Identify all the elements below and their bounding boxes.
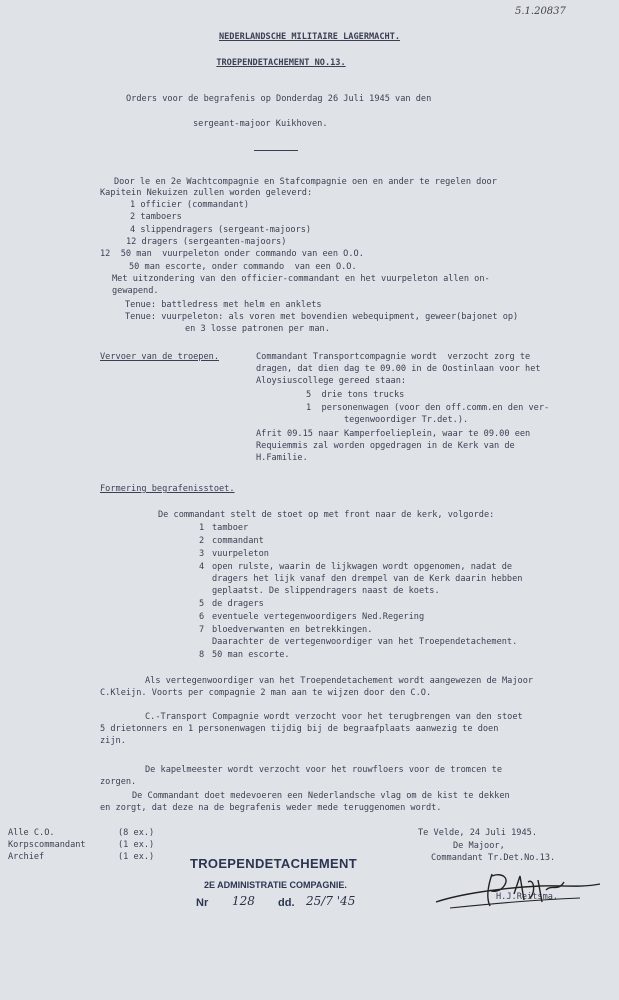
vervoer-line: Aloysiuscollege gereed staan:	[256, 376, 407, 386]
stamp-dd-value: 25/7 '45	[306, 894, 356, 908]
intro-line2: Kapitein Nekuizen zullen worden geleverd:	[100, 188, 313, 198]
vervoer-item: 1 personenwagen (voor den off.comm.en den ver-	[306, 403, 550, 413]
stamp-nr-value: 128	[232, 894, 255, 908]
formering-item: bloedverwanten en betrekkingen.	[212, 625, 373, 635]
stamp-line2: 2E ADMINISTRATIE COMPAGNIE.	[204, 880, 347, 890]
paragraph-line: zijn.	[100, 736, 126, 746]
vervoer-line: Commandant Transportcompagnie wordt verzocht zorg te	[256, 352, 531, 362]
paragraph-line: Als vertegenwoordiger van het Troependetachement wordt aangewezen de Majoor	[145, 676, 534, 686]
formering-num: 1	[199, 523, 205, 533]
orders-title-line2: sergeant-majoor Kuikhoven.	[193, 119, 328, 129]
tenue-line: en 3 losse patronen per man.	[185, 324, 330, 334]
paragraph-line: 5 drietonners en 1 personenwagen tijdig bij de begraafplaats aanwezig te doen	[100, 724, 499, 734]
intro-line1: Door le en 2e Wachtcompagnie en Stafcompagnie oen en ander te regelen door	[114, 177, 497, 187]
formering-num: 5	[199, 599, 205, 609]
distribution-recipient: Alle C.O.	[8, 828, 55, 838]
distribution-recipient: Archief	[8, 852, 45, 862]
signatory-name: H.J.Reitsma.	[496, 892, 559, 902]
handwritten-signature	[430, 864, 605, 914]
list-item: 50 man escorte, onder commando van een O.O.	[129, 262, 357, 272]
paragraph-line: C.-Transport Compagnie wordt verzocht voor het terugbrengen van den stoet	[145, 712, 523, 722]
list-item: 12 dragers (sergeanten-majoors)	[126, 237, 287, 247]
list-item: 12 50 man vuurpeleton onder commando van een O.O.	[100, 249, 364, 259]
formering-num: 6	[199, 612, 205, 622]
vervoer-line: Afrit 09.15 naar Kamperfoelieplein, waar te 09.00 een	[256, 429, 531, 439]
detachment-heading: TROEPENDETACHEMENT NO.13.	[216, 58, 346, 68]
stamp-line1: TROEPENDETACHEMENT	[190, 856, 357, 871]
formering-item: geplaatst. De slippendragers naast de koets.	[212, 586, 440, 596]
formering-intro: De commandant stelt de stoet op met front naar de kerk, volgorde:	[158, 510, 495, 520]
stamp-dd-label: dd.	[278, 897, 295, 909]
orders-title-line1: Orders voor de begrafenis op Donderdag 26 Juli 1945 van den	[126, 94, 432, 104]
formering-item: commandant	[212, 536, 264, 546]
vervoer-item: 5 drie tons trucks	[306, 390, 405, 400]
formering-num: 2	[199, 536, 205, 546]
formering-num: 3	[199, 549, 205, 559]
place-date: Te Velde, 24 Juli 1945.	[418, 828, 537, 838]
vervoer-line: H.Familie.	[256, 453, 308, 463]
formering-item: eventuele vertegenwoordigers Ned.Regering	[212, 612, 425, 622]
formering-item: vuurpeleton	[212, 549, 269, 559]
formering-item: open rulste, waarin de lijkwagen wordt opgenomen, nadat de	[212, 562, 513, 572]
paragraph-line: en zorgt, dat deze na de begrafenis weder mede teruggenomen wordt.	[100, 803, 442, 813]
distribution-qty: (1 ex.)	[118, 852, 155, 862]
formering-num: 8	[199, 650, 205, 660]
formering-item: tamboer	[212, 523, 249, 533]
formering-item: de dragers	[212, 599, 264, 609]
tenue-line: Tenue: battledress met helm en anklets	[125, 300, 322, 310]
intro-note: Met uitzondering van den officier-commandant en het vuurpeleton allen on-	[112, 274, 490, 284]
unit-heading: NEDERLANDSCHE MILITAIRE LAGERMACHT.	[218, 32, 401, 42]
vervoer-heading: Vervoer van de troepen.	[100, 352, 219, 362]
formering-item: Daarachter de vertegenwoordiger van het Troependetachement.	[212, 637, 518, 647]
formering-num: 4	[199, 562, 205, 572]
list-item: 1 officier (commandant)	[130, 200, 249, 210]
distribution-recipient: Korpscommandant	[8, 840, 86, 850]
paragraph-line: zorgen.	[100, 777, 137, 787]
list-item: 2 tamboers	[130, 212, 182, 222]
formering-heading: Formering begrafenisstoet.	[100, 484, 235, 494]
intro-note-cont: gewapend.	[112, 286, 159, 296]
distribution-qty: (1 ex.)	[118, 840, 155, 850]
signatory-role: Commandant Tr.Det.No.13.	[431, 853, 556, 863]
formering-item: dragers het lijk vanaf den drempel van de Kerk daarin hebben	[212, 574, 523, 584]
stamp-nr-label: Nr	[196, 897, 209, 909]
formering-num: 7	[199, 625, 205, 635]
formering-item: 50 man escorte.	[212, 650, 290, 660]
tenue-line: Tenue: vuurpeleton: als voren met bovendien webequipment, geweer(bajonet op)	[125, 312, 519, 322]
vervoer-line: Requiemmis zal worden opgedragen in de Kerk van de	[256, 441, 515, 451]
paragraph-line: De kapelmeester wordt verzocht voor het rouwfloers voor de tromcen te	[145, 765, 502, 775]
archive-number: 5.1.20837	[515, 6, 566, 17]
title-divider	[254, 150, 298, 151]
distribution-qty: (8 ex.)	[118, 828, 155, 838]
paragraph-line: De Commandant doet medevoeren een Nederlandsche vlag om de kist te dekken	[132, 791, 510, 801]
paragraph-line: C.Kleijn. Voorts per compagnie 2 man aan te wijzen door den C.O.	[100, 688, 432, 698]
vervoer-item-cont: tegenwoordiger Tr.det.).	[344, 415, 469, 425]
list-item: 4 slippendragers (sergeant-majoors)	[130, 225, 312, 235]
signatory-rank: De Majoor,	[453, 841, 505, 851]
vervoer-line: dragen, dat dien dag te 09.00 in de Oostinlaan voor het	[256, 364, 541, 374]
